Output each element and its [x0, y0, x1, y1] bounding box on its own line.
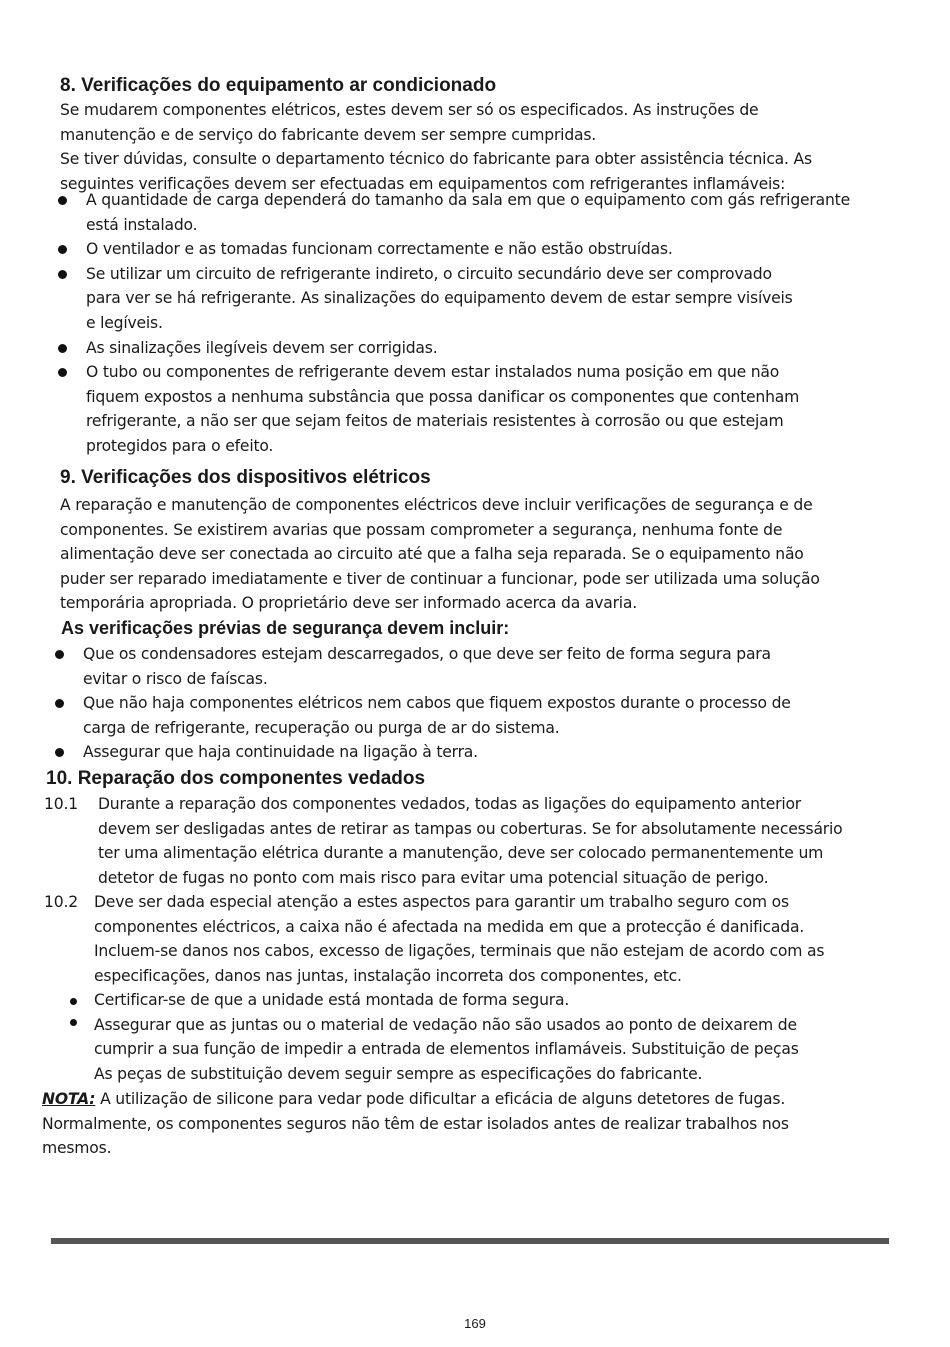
- text-line: detetor de fugas no ponto com mais risco para evitar uma potencial situação de perigo.: [98, 868, 769, 887]
- text-line: A reparação e manutenção de componentes eléctricos deve incluir verificações de segurança e de: [60, 496, 813, 514]
- list-item: [58, 237, 850, 262]
- text-line: Assegurar que as juntas ou o material de vedação não são usados ao ponto de deixarem de: [94, 1015, 797, 1034]
- list-item: [70, 1013, 799, 1087]
- section-9-heading: 9. Verificações dos dispositivos elétricos: [60, 467, 431, 488]
- section-10-heading: 10. Reparação dos componentes vedados: [46, 768, 426, 789]
- text-line: Durante a reparação dos componentes vedados, todas as ligações do equipamento anterior: [98, 795, 802, 813]
- note-first-line: [42, 1087, 789, 1112]
- bullet-dot-icon: [55, 748, 64, 757]
- text-line: Se utilizar um circuito de refrigerante indireto, o circuito secundário deve ser comprovado: [86, 264, 772, 283]
- page-number: 169: [464, 1316, 486, 1331]
- text-line: Certificar-se de que a unidade está montada de forma segura.: [94, 991, 570, 1009]
- text-line: A quantidade de carga dependerá do tamanho da sala em que o equipamento com gás refrigerante: [86, 191, 850, 209]
- section-9-intro: [60, 493, 820, 616]
- bullet-dot-icon: [58, 196, 67, 205]
- list-item: [58, 262, 850, 336]
- bullet-dot-icon: [58, 344, 67, 353]
- note-label: NOTA:: [42, 1090, 96, 1108]
- footer-divider: [51, 1238, 889, 1244]
- text-line: Assegurar que haja continuidade na ligação à terra.: [83, 743, 478, 762]
- text-line: puder ser reparado imediatamente e tiver de continuar a funcionar, pode ser utilizada uma solução: [60, 569, 820, 588]
- list-item: [55, 691, 791, 740]
- text-line: mesmos.: [42, 1139, 112, 1158]
- note-text: A utilização de silicone para vedar pode dificultar a eficácia de alguns detetores de fugas.: [95, 1090, 786, 1108]
- list-item: [58, 360, 850, 458]
- text-line: e legíveis.: [86, 313, 163, 332]
- text-line: cumprir a sua função de impedir a entrada de elementos inflamáveis. Substituição de peças: [94, 1040, 799, 1059]
- text-line: Normalmente, os componentes seguros não têm de estar isolados antes de realizar trabalhos nos: [42, 1114, 789, 1133]
- numbered-item-10-1: [44, 792, 904, 892]
- text-line: Deve ser dada especial atenção a estes aspectos para garantir um trabalho seguro com os: [94, 893, 789, 911]
- text-line: alimentação deve ser conectada ao circuito até que a falha seja reparada. Se o equipamento não: [60, 545, 804, 564]
- text-line: As peças de substituição devem seguir sempre as especificações do fabricante.: [94, 1064, 703, 1083]
- text-line: Se tiver dúvidas, consulte o departamento técnico do fabricante para obter assistência técnica. As: [60, 150, 812, 169]
- list-item: [55, 740, 791, 765]
- text-line: componentes. Se existirem avarias que possam comprometer a segurança, nenhuma fonte de: [60, 520, 783, 539]
- list-item: [58, 336, 850, 361]
- item-text: [98, 792, 843, 890]
- list-item: [55, 642, 791, 691]
- text-line: evitar o risco de faíscas.: [83, 669, 268, 688]
- text-line: carga de refrigerante, recuperação ou purga de ar do sistema.: [83, 718, 560, 737]
- list-item: [70, 988, 799, 1013]
- section-10-bullets: [70, 988, 799, 1086]
- bullet-dot-icon: [70, 1019, 77, 1026]
- text-line: está instalado.: [86, 215, 198, 234]
- text-line: ter uma alimentação elétrica durante a manutenção, deve ser colocado permanentemente um: [98, 844, 824, 863]
- bullet-dot-icon: [70, 998, 77, 1005]
- item-text: [94, 890, 824, 988]
- text-line: para ver se há refrigerante. As sinalizações do equipamento devem de estar sempre visíveis: [86, 289, 793, 308]
- text-line: Se mudarem componentes elétricos, estes devem ser só os especificados. As instruções de: [60, 101, 759, 119]
- text-line: seguintes verificações devem ser efectuadas em equipamentos com refrigerantes inflamáveis:: [60, 174, 786, 193]
- text-line: O ventilador e as tomadas funcionam correctamente e não estão obstruídas.: [86, 240, 673, 259]
- bullet-dot-icon: [55, 699, 64, 708]
- numbered-item-10-2: [44, 890, 904, 990]
- text-line: As sinalizações ilegíveis devem ser corrigidas.: [86, 338, 438, 357]
- bullet-dot-icon: [58, 270, 67, 279]
- bullet-dot-icon: [55, 650, 64, 659]
- bullet-dot-icon: [58, 245, 67, 254]
- text-line: temporária apropriada. O proprietário deve ser informado acerca da avaria.: [60, 594, 638, 613]
- text-line: refrigerante, a não ser que sejam feitos de materiais resistentes à corrosão ou que estejam: [86, 412, 784, 431]
- list-item: [58, 188, 850, 237]
- text-line: especificações, danos nas juntas, instalação incorreta dos componentes, etc.: [94, 966, 682, 985]
- text-line: devem ser desligadas antes de retirar as tampas ou coberturas. Se for absolutamente necessário: [98, 819, 843, 838]
- section-8-intro: [60, 98, 812, 196]
- item-number: 10.1: [44, 795, 78, 813]
- section-8-bullets: [58, 188, 850, 459]
- safety-checks-subheading: As verificações prévias de segurança devem incluir:: [61, 618, 510, 638]
- text-line: Que não haja componentes elétricos nem cabos que fiquem expostos durante o processo de: [83, 694, 791, 713]
- text-line: O tubo ou componentes de refrigerante devem estar instalados numa posição em que não: [86, 363, 780, 382]
- text-line: Que os condensadores estejam descarregados, o que deve ser feito de forma segura para: [83, 645, 771, 663]
- text-line: Incluem-se danos nos cabos, excesso de ligações, terminais que não estejam de acordo com as: [94, 942, 825, 961]
- bullet-dot-icon: [58, 368, 67, 377]
- section-8-heading: 8. Verificações do equipamento ar condicionado: [60, 75, 497, 96]
- text-line: fiquem expostos a nenhuma substância que possa danificar os componentes que contenham: [86, 387, 800, 406]
- text-line: protegidos para o efeito.: [86, 436, 274, 455]
- text-line: componentes eléctricos, a caixa não é afectada na medida em que a protecção é danificada.: [94, 917, 805, 936]
- note-paragraph: [42, 1087, 789, 1161]
- text-line: manutenção e de serviço do fabricante devem ser sempre cumpridas.: [60, 125, 597, 144]
- item-number: 10.2: [44, 893, 78, 911]
- section-9-bullets: [55, 642, 791, 765]
